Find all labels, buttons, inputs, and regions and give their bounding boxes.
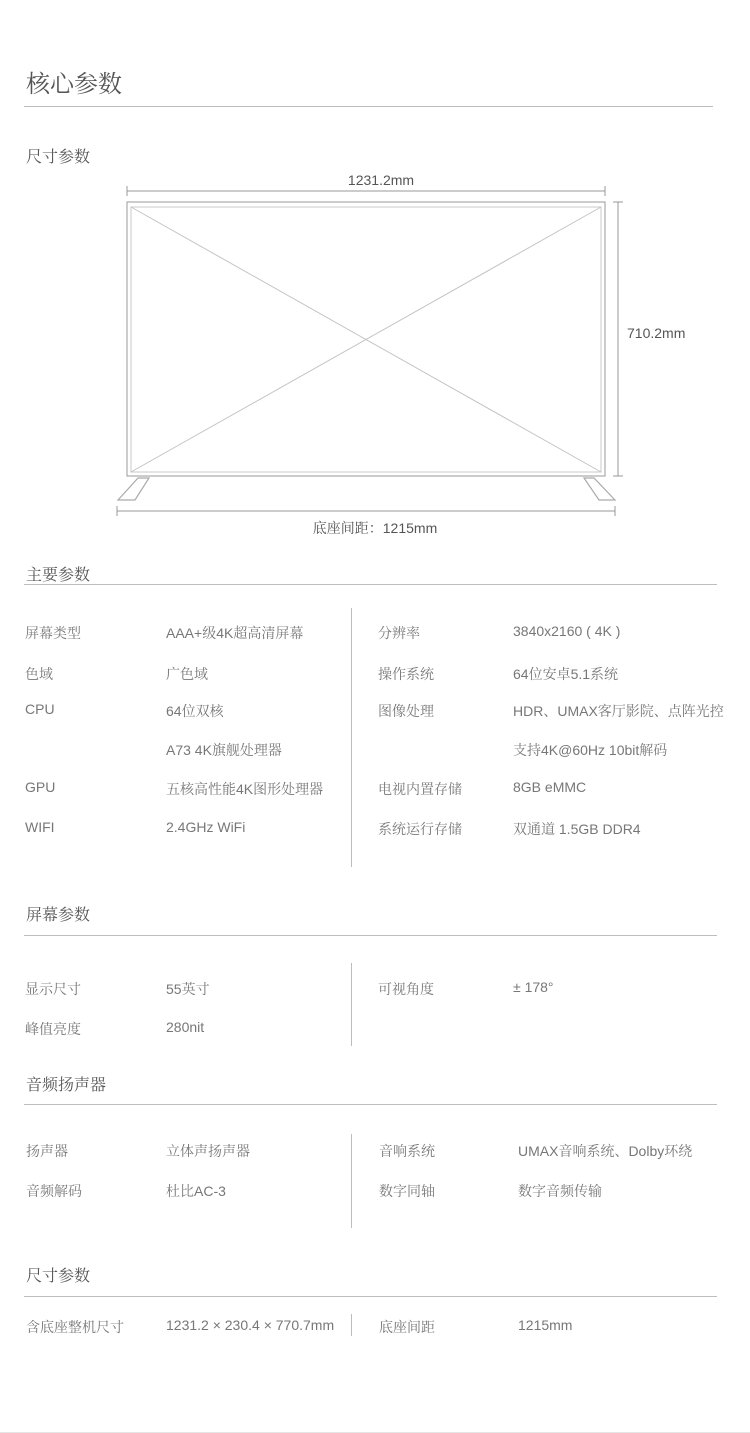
screen-params-title: 屏幕参数 — [26, 907, 91, 924]
main-params-right-label: 分辨率 — [378, 625, 420, 641]
main-params-left-label: CPU — [25, 701, 55, 717]
main-params-right-value: HDR、UMAX客厅影院、点阵光控 — [513, 703, 724, 719]
main-params-right-label: 操作系统 — [378, 666, 434, 682]
main-params-right-value: 8GB eMMC — [513, 779, 587, 795]
width-dimension-label: 1231.2mm — [347, 172, 415, 188]
audio-params-left-label: 音频解码 — [26, 1183, 82, 1199]
height-dimension-label: 710.2mm — [627, 325, 686, 341]
screen-params-left-label: 峰值亮度 — [25, 1021, 81, 1037]
tv-outline-drawing — [0, 165, 750, 545]
audio-params-left-value: 杜比AC-3 — [166, 1183, 226, 1199]
main-params-right-value: 支持4K@60Hz 10bit解码 — [513, 742, 668, 758]
main-params-right-label: 图像处理 — [378, 703, 434, 719]
screen-params-divider — [24, 935, 717, 936]
size-params-right-value: 1215mm — [518, 1317, 573, 1333]
screen-params-left-value: 55英寸 — [166, 981, 210, 997]
size-params-divider — [24, 1296, 717, 1297]
tv-size-diagram — [0, 165, 750, 545]
audio-params-title: 音频扬声器 — [26, 1077, 107, 1094]
main-params-right-value: 3840x2160 ( 4K ) — [513, 623, 621, 639]
main-params-left-value: A73 4K旗舰处理器 — [166, 742, 282, 758]
diagram-section-title: 尺寸参数 — [26, 149, 91, 166]
main-params-right-value: 双通道 1.5GB DDR4 — [513, 821, 641, 837]
main-params-right-value: 64位安卓5.1系统 — [513, 666, 619, 682]
main-params-left-label: WIFI — [25, 819, 55, 835]
screen-params-right-label: 可视角度 — [378, 981, 434, 997]
page-title: 核心参数 — [26, 71, 122, 98]
audio-params-left-value: 立体声扬声器 — [166, 1143, 250, 1159]
main-params-left-value: AAA+级4K超高清屏幕 — [166, 625, 304, 641]
main-params-divider — [24, 584, 717, 585]
size-params-title: 尺寸参数 — [26, 1268, 91, 1285]
audio-params-left-label: 扬声器 — [26, 1143, 68, 1159]
size-params-left-label: 含底座整机尺寸 — [26, 1319, 124, 1335]
audio-params-right-value: UMAX音响系统、Dolby环绕 — [518, 1143, 693, 1159]
audio-params-right-label: 音响系统 — [379, 1143, 435, 1159]
main-params-left-label: 屏幕类型 — [25, 625, 81, 641]
main-params-title: 主要参数 — [26, 567, 91, 584]
audio-params-right-value: 数字音频传输 — [518, 1183, 602, 1199]
main-params-right-label: 电视内置存储 — [378, 781, 462, 797]
screen-params-right-value: ± 178° — [513, 979, 554, 995]
main-params-left-value: 2.4GHz WiFi — [166, 819, 246, 835]
base-dimension-label: 底座间距：1215mm — [312, 520, 438, 536]
main-params-left-label: 色域 — [25, 666, 53, 682]
size-params-column-divider — [351, 1314, 352, 1336]
main-params-right-label: 系统运行存储 — [378, 821, 462, 837]
main-params-left-label: GPU — [25, 779, 56, 795]
size-params-left-value: 1231.2 × 230.4 × 770.7mm — [166, 1317, 335, 1333]
main-params-left-value: 广色域 — [166, 666, 208, 682]
audio-params-divider — [24, 1104, 717, 1105]
audio-params-column-divider — [351, 1134, 352, 1228]
audio-params-right-label: 数字同轴 — [379, 1183, 435, 1199]
title-divider — [24, 106, 713, 107]
size-params-right-label: 底座间距 — [379, 1319, 435, 1335]
screen-params-left-value: 280nit — [166, 1019, 205, 1035]
main-params-left-value: 64位双核 — [166, 703, 224, 719]
main-params-column-divider — [351, 608, 352, 867]
screen-params-left-label: 显示尺寸 — [25, 981, 81, 997]
main-params-left-value: 五核高性能4K图形处理器 — [166, 781, 324, 797]
screen-params-column-divider — [351, 963, 352, 1046]
